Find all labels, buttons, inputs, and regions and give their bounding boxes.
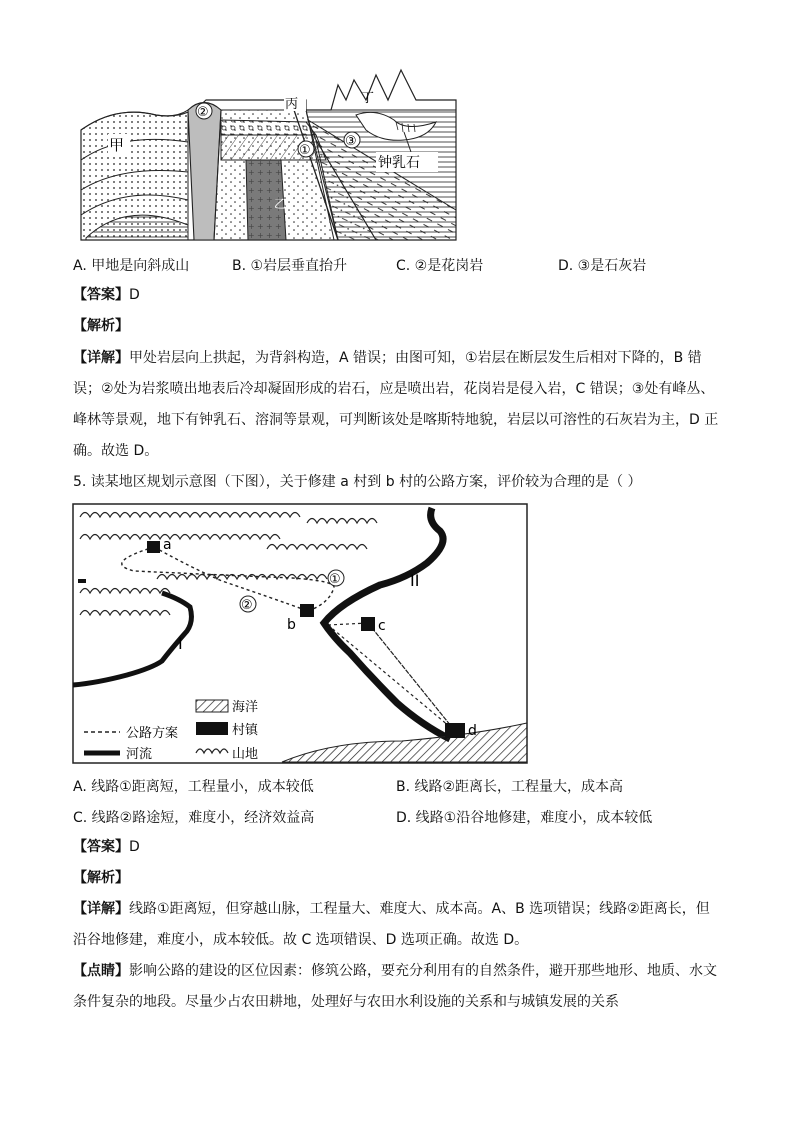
legend-town-swatch: [196, 722, 228, 735]
label-d: d: [468, 723, 477, 739]
label-1: ①: [299, 143, 311, 158]
q5-detail-tag: 【详解】: [73, 901, 129, 917]
q5-analysis-tag: 【解析】: [73, 870, 129, 886]
q4-option-a: A. 甲地是向斜成山: [73, 258, 190, 274]
q5-detail-line-1: [73, 899, 723, 919]
label-c: c: [378, 618, 386, 634]
q5-answer-value: D: [129, 839, 140, 855]
legend-town: 村镇: [232, 723, 259, 738]
label-river-2: II: [410, 571, 420, 590]
label-ding: 丁: [361, 91, 375, 106]
q4-detail-line-1: [73, 348, 723, 368]
geology-svg: [76, 60, 462, 246]
q5-point-tag: 【点睛】: [73, 963, 129, 979]
q5-point-text-1: 影响公路的建设的区位因素：修筑公路，要充分利用有的自然条件，避开那些地形、地质、水文: [129, 963, 717, 979]
q5-option-a: A. 线路①距离短，工程量小，成本较低: [73, 779, 314, 795]
q4-option-b: B. ①岩层垂直抬升: [232, 258, 348, 274]
q5-detail-line-2: 沿谷地修建，难度小，成本较低。故 C 选项错误、D 选项正确。故选 D。: [73, 932, 529, 948]
label-2: ②: [197, 105, 209, 120]
geology-figure: [76, 60, 462, 246]
map-svg: [72, 503, 528, 765]
q5-detail-text-1: 线路①距离短，但穿越山脉，工程量大、难度大、成本高。A、B 选项错误；线路②距离长，但: [129, 901, 710, 917]
label-stalactite: 钟乳石: [378, 155, 420, 171]
q5-option-d: D. 线路①沿谷地修建，难度小，成本较低: [396, 810, 653, 826]
q4-option-c: C. ②是花岗岩: [396, 258, 484, 274]
label-jia: 甲: [109, 136, 125, 154]
legend-ocean-swatch: [196, 700, 228, 712]
label-3: ③: [345, 134, 357, 149]
label-yi: 乙: [274, 197, 287, 211]
q4-detail-tag: 【详解】: [73, 350, 129, 366]
legend-road: 公路方案: [126, 726, 179, 741]
label-route-1: ①: [329, 572, 341, 587]
town-b: [300, 604, 314, 617]
q5-point-line-1: [73, 961, 723, 981]
anticline-layers: [81, 110, 188, 240]
planning-map: [72, 503, 528, 765]
label-bing: 丙: [285, 97, 299, 112]
q4-option-d: D. ③是石灰岩: [558, 258, 647, 274]
legend-mountain: 山地: [232, 747, 259, 762]
q5-answer: [73, 837, 723, 857]
q5-answer-tag: 【答案】: [73, 839, 129, 855]
q5-point-line-2: 条件复杂的地段。尽量少占农田耕地，处理好与农田水利设施的关系和与城镇发展的关系: [73, 994, 619, 1010]
q5-option-b: B. 线路②距离长，工程量大，成本高: [396, 779, 624, 795]
town-c: [361, 617, 375, 631]
q4-analysis-tag: 【解析】: [73, 318, 129, 334]
town-a: [147, 541, 160, 553]
town-d: [445, 723, 465, 738]
q4-answer-value: D: [129, 287, 140, 303]
q4-answer-tag: 【答案】: [73, 287, 129, 303]
q4-detail-line-4: 确。故选 D。: [73, 443, 159, 459]
q5-stem: 5. 读某地区规划示意图（下图），关于修建 a 村到 b 村的公路方案，评价较为合理的是（ ）: [73, 474, 642, 490]
q4-detail-line-3: 峰林等景观，地下有钟乳石、溶洞等景观，可判断该处是喀斯特地貌，岩层以可溶性的石灰岩为主，D 正: [73, 412, 719, 428]
label-b: b: [287, 617, 296, 633]
label-route-2: ②: [241, 598, 253, 613]
label-a: a: [163, 537, 172, 553]
legend-ocean: 海洋: [232, 700, 259, 715]
q5-option-c: C. 线路②路途短，难度小，经济效益高: [73, 810, 315, 826]
q4-detail-text-1: 甲处岩层向上拱起，为背斜构造，A 错误；由图可知，①岩层在断层发生后相对下降的，B 错: [129, 350, 702, 366]
label-river-1: I: [178, 634, 183, 653]
q4-answer: [73, 285, 723, 305]
q4-detail-line-2: 误；②处为岩浆喷出地表后冷却凝固形成的岩石，应是喷出岩，花岗岩是侵入岩，C 错误；③处有峰丛、: [73, 381, 715, 397]
legend-river: 河流: [126, 747, 153, 762]
